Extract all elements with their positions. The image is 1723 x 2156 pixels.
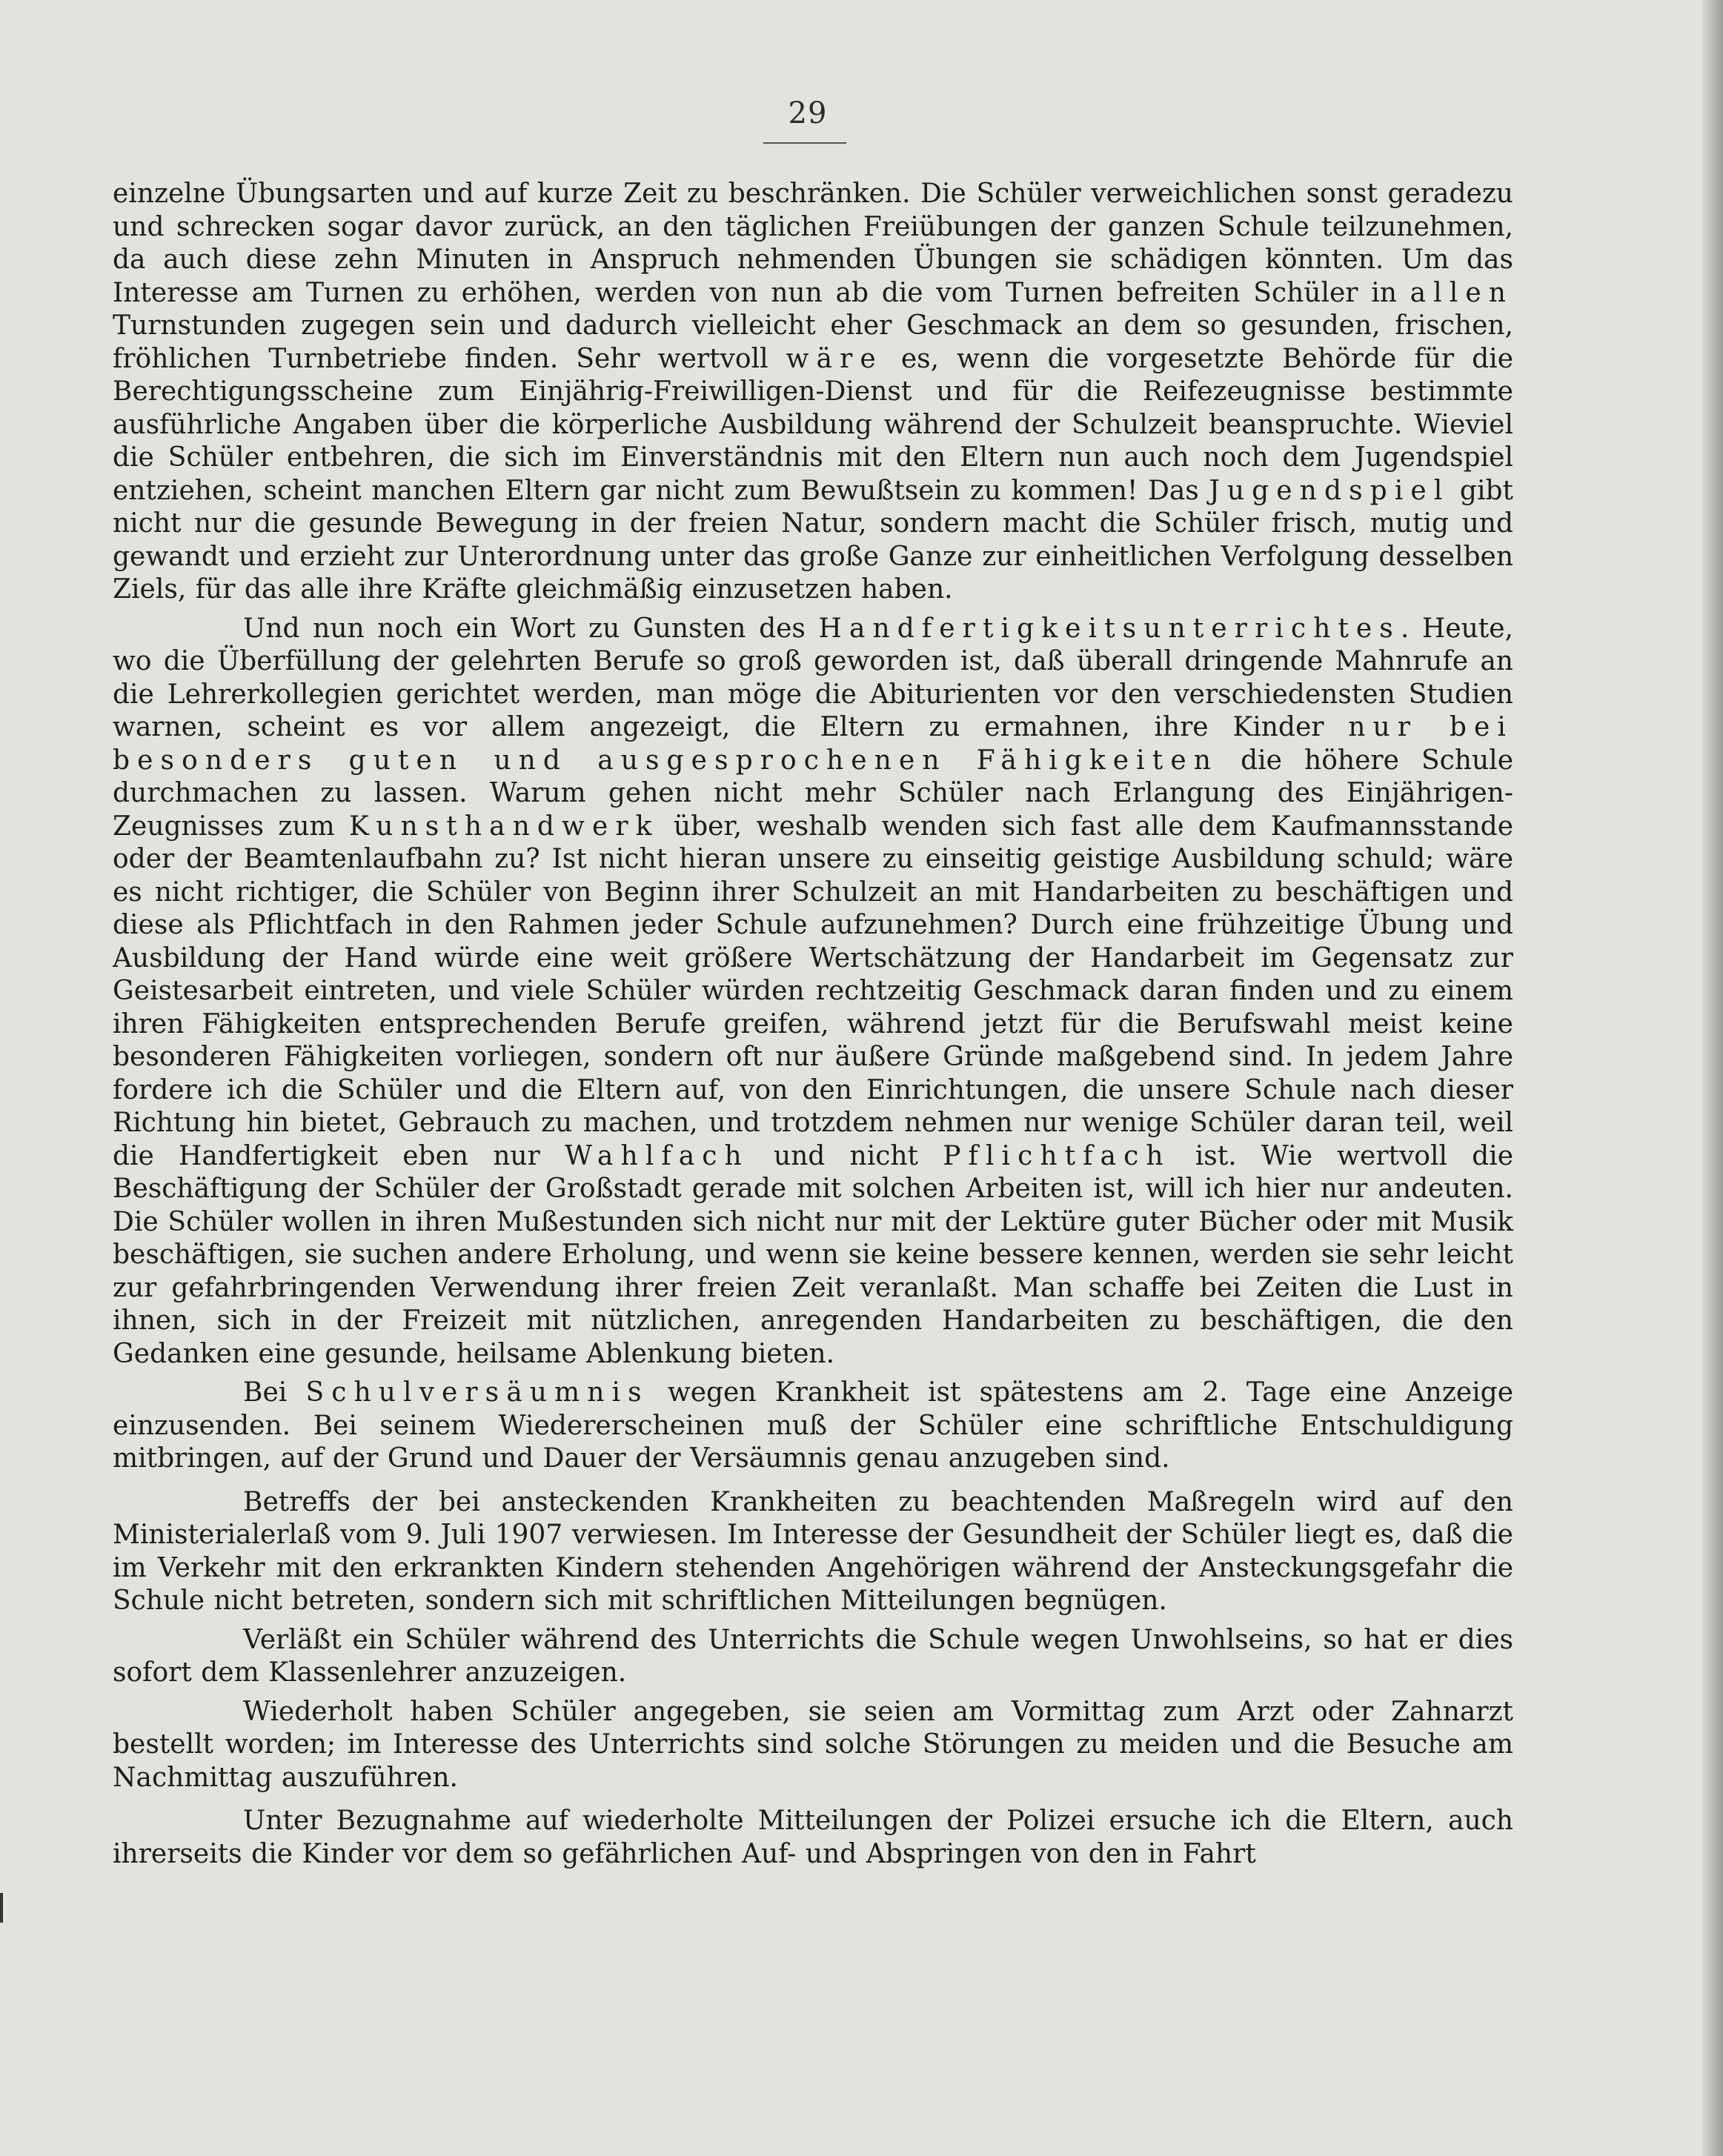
text-run: Verläßt ein Schüler während des Unterrichts die Schule wegen Unwohlseins, so hat er dies sofort dem Klassenlehrer anzuzeigen. — [113, 1624, 1513, 1688]
paragraph — [113, 613, 1513, 1371]
emphasized-text: Kunsthandwerk — [349, 811, 660, 842]
text-run: wegen Krankheit ist spätestens am 2. Tage eine Anzeige einzusenden. Bei seinem Wiedererscheinen muß der Schüler eine schriftliche Entschuldigung mitbringen, auf der Grund und Dauer der Versäumnis genau anzugeben sind. — [113, 1377, 1513, 1474]
text-run: über, weshalb wenden sich fast alle dem Kaufmannsstande oder der Beamtenlaufbahn zu? Ist nicht hieran unsere zu einseitig geistige Ausbildung schuld; wäre es nicht richtiger, die Schüler von Beginn ihrer Schulzeit an mit Handarbeiten zu beschäftigen und diese als Pflichtfach in den Rahmen jeder Schule aufzunehmen? Durch eine frühzeitige Übung und Ausbildung der Hand würde eine weit größere Wertschätzung der Handarbeit im Gegensatz zur Geistesarbeit eintreten, und viele Schüler würden rechtzeitig Geschmack daran finden und zu einem ihren Fähigkeiten entsprechenden Berufe greifen, während jetzt für die Berufswahl meist keine besonderen Fähigkeiten vorliegen, sondern oft nur äußere Gründe maßgebend sind. In jedem Jahre fordere ich die Schüler und die Eltern auf, von den Einrichtungen, die unsere Schule nach dieser Richtung hin bietet, Gebrauch zu machen, und trotzdem nehmen nur wenige Schüler daran teil, weil die Handfertigkeit eben nur — [113, 811, 1513, 1171]
page-edge-shadow — [1702, 0, 1723, 2156]
page-number-rule — [763, 142, 846, 144]
text-run: Betreffs der bei ansteckenden Krankheiten zu beachtenden Maßregeln wird auf den Ministerialerlaß vom 9. Juli 1907 verwiesen. Im Interesse der Gesundheit der Schüler liegt es, daß die im Verkehr mit den erkrankten Kindern stehenden Angehörigen während der Ansteckungsgefahr die Schule nicht betreten, sondern sich mit schriftlichen Mitteilungen begnügen. — [113, 1486, 1513, 1616]
text-run: Bei — [243, 1377, 306, 1408]
text-run: es, wenn die vorgesetzte Behörde für die Berechtigungsscheine zum Einjährig-Freiwilligen-Dienst und für die Reifezeugnisse bestimmte ausführliche Angaben über die körperliche Ausbildung während der Schulzeit beanspruchte. Wieviel die Schüler entbehren, die sich im Einverständnis mit den Eltern nun auch noch dem Jugendspiel entziehen, scheint manchen Eltern gar nicht zum Bewußtsein zu kommen! Das — [113, 343, 1513, 506]
text-run: einzelne Übungsarten und auf kurze Zeit zu beschränken. Die Schüler verweichlichen sonst geradezu und schrecken sogar davor zurück, an den täglichen Freiübungen der ganzen Schule teilzunehmen, da auch diese zehn Minuten in Anspruch nehmenden Übungen sie schädigen könnten. Um das Interesse am Turnen zu erhöhen, werden von nun ab die vom Turnen befreiten Schüler in — [113, 179, 1513, 308]
paragraph — [113, 1805, 1513, 1871]
text-run: . Heute, wo die Überfüllung der gelehrten Berufe so groß geworden ist, daß überall dringende Mahnrufe an die Lehrerkollegien gerichtet werden, man möge die Abiturienten vor den verschiedensten Studien warnen, scheint es vor allem angezeigt, die Eltern zu ermahnen, ihre Kinder — [113, 613, 1513, 742]
text-run: und nicht — [748, 1140, 943, 1171]
page-number: 29 — [788, 96, 828, 130]
text-run: Turnstunden zugegen sein und dadurch vielleicht eher Geschmack an dem so gesunden, frischen, fröhlichen Turnbetriebe finden. Sehr wertvoll — [113, 310, 1513, 374]
paragraph — [113, 178, 1513, 607]
paragraph — [113, 1486, 1513, 1618]
emphasized-text: allen — [1410, 277, 1513, 308]
emphasized-text: Handfertigkeitsunterrichtes — [818, 613, 1401, 644]
paragraph — [113, 1624, 1513, 1690]
emphasized-text: Schulversäumnis — [305, 1377, 649, 1408]
text-run: gibt nicht nur die gesunde Bewegung in der freien Natur, sondern macht die Schüler frisch, mutig und gewandt und erzieht zur Unterordnung unter das große Ganze zur einheitlichen Verfolgung desselben Ziels, für das alle ihre Kräfte gleichmäßig einzusetzen haben. — [113, 475, 1514, 605]
text-run: ist. Wie wertvoll die Beschäftigung der Schüler der Großstadt gerade mit solchen Arbeiten ist, will ich hier nur andeuten. Die Schüler wollen in ihren Mußestunden sich nicht nur mit der Lektüre guter Bücher oder mit Musik beschäftigen, sie suchen andere Erholung, und wenn sie keine bessere kennen, werden sie sehr leicht zur gefahrbringenden Verwendung ihrer freien Zeit veranlaßt. Man schaffe bei Zeiten die Lust in ihnen, sich in der Freizeit mit nützlichen, anregenden Handarbeiten zu beschäftigen, die den Gedanken eine gesunde, heilsame Ablenkung bieten. — [113, 1140, 1514, 1369]
text-run: Wiederholt haben Schüler angegeben, sie seien am Vormittag zum Arzt oder Zahnarzt bestellt worden; im Interesse des Unterrichts sind solche Störungen zu meiden und die Besuche am Nachmittag auszuführen. — [113, 1696, 1513, 1793]
body-text — [113, 178, 1513, 1877]
margin-mark — [0, 1893, 3, 1923]
emphasized-text: Jugendspiel — [1209, 475, 1450, 506]
text-run: Und nun noch ein Wort zu Gunsten des — [243, 613, 819, 644]
emphasized-text: wäre — [786, 343, 883, 374]
paragraph — [113, 1377, 1513, 1476]
paragraph — [113, 1696, 1513, 1795]
text-run: Unter Bezugnahme auf wiederholte Mitteilungen der Polizei ersuche ich die Eltern, auch ihrerseits die Kinder vor dem so gefährlichen Auf- und Abspringen von den in Fahrt — [113, 1806, 1513, 1869]
emphasized-text: Wahlfach — [564, 1140, 749, 1171]
emphasized-text: Pflichtfach — [943, 1140, 1171, 1171]
emphasized-text: nur bei besonders guten und ausgesprochenen Fähigkeiten — [113, 712, 1513, 776]
text-run: die höhere Schule durchmachen zu lassen. Warum gehen nicht mehr Schüler nach Erlangung des Einjährigen-Zeugnisses zum — [113, 745, 1513, 842]
